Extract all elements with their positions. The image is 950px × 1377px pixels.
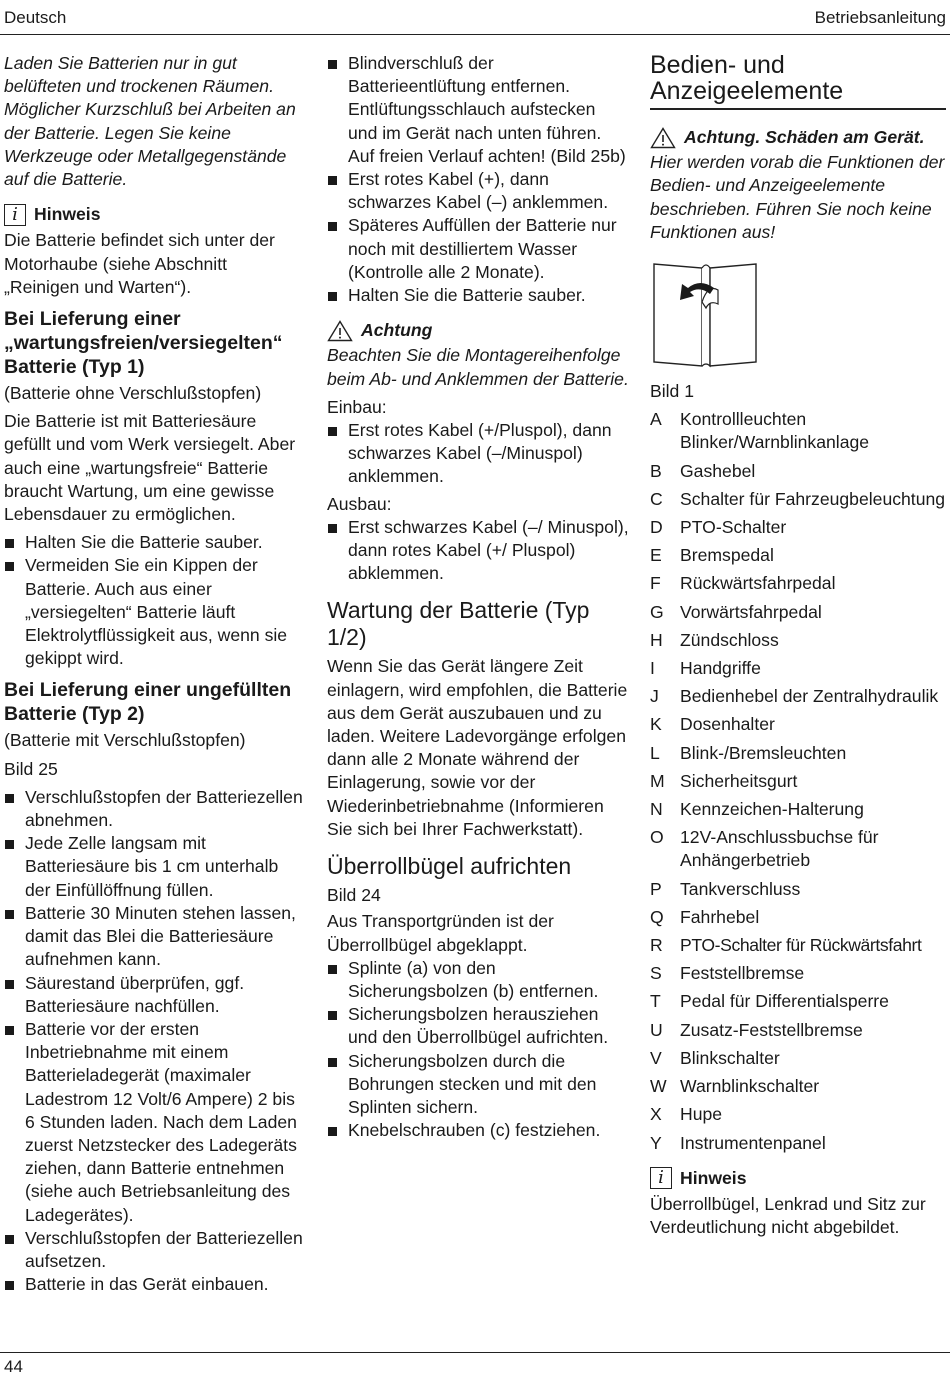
info-icon: i xyxy=(4,204,26,226)
list-item: Halten Sie die Batterie sauber. xyxy=(4,531,304,554)
ueberrollbuegel-heading: Überrollbügel aufrichten xyxy=(327,853,572,880)
list-item: Jede Zelle langsam mit Batteriesäure bis 1 cm unterhalb der Einfüllöffnung füllen. xyxy=(4,832,304,902)
achtung-title: Achtung xyxy=(361,320,433,341)
achtung-damage-notice xyxy=(650,126,946,149)
column-left xyxy=(4,52,304,1300)
legend-item: C Schalter für Fahrzeugbeleuchtung xyxy=(650,488,946,509)
column-right xyxy=(650,52,946,1244)
battery-charging-warning: Laden Sie Batterien nur in gut belüfteten und trockenen Räumen. Möglicher Kurzschluß bei Arbeiten an der Batterie. Legen Sie keine Werkzeuge oder Metallgegenstände auf die Batterie. xyxy=(4,53,296,190)
list-item: Verschlußstopfen der Batteriezellen abnehmen. xyxy=(4,786,304,832)
battery-bullet-list xyxy=(327,52,629,307)
einbau-bullet-list xyxy=(327,419,629,489)
hinweis-text: Überrollbügel, Lenkrad und Sitz zur Verdeutlichung nicht abgebildet. xyxy=(650,1193,926,1238)
list-item: Verschlußstopfen der Batteriezellen aufsetzen. xyxy=(4,1227,304,1273)
legend-item: W Warnblinkschalter xyxy=(650,1076,820,1097)
legend-item: Y Instrumentenpanel xyxy=(650,1132,826,1153)
legend-item: M Sicherheitsgurt xyxy=(650,770,798,791)
typ2-bullet-list xyxy=(4,786,304,1296)
hinweis-title: Hinweis xyxy=(680,1167,747,1188)
typ1-heading: Bei Lieferung einer „wartungsfreien/versiegelten“ Batterie (Typ 1) xyxy=(4,308,283,379)
column-middle xyxy=(327,52,629,1146)
typ1-subtitle: (Batterie ohne Verschlußstopfen) xyxy=(4,383,262,404)
legend-item: U Zusatz-Feststellbremse xyxy=(650,1019,863,1040)
legend-item: B Gashebel xyxy=(650,460,756,481)
legend-item: E Bremspedal xyxy=(650,545,774,566)
legend-item: T Pedal für Differentialsperre xyxy=(650,991,889,1012)
list-item: Batterie vor der ersten Inbetriebnahme mit einem Batterieladegerät (maximaler Ladestrom 12 Volt/6 Ampere) 2 bis 6 Stunden laden. Nach dem Laden zuerst Netzstecker des Ladegeräts ziehen, dann Batterie entnehmen (siehe auch Betriebsanleitung des Ladegerätes). xyxy=(4,1018,304,1227)
header-rule xyxy=(0,34,950,35)
list-item: Batterie 30 Minuten stehen lassen, damit das Blei die Batteriesäure aufnehmen kann. xyxy=(4,902,304,972)
legend-item: L Blink-/Bremsleuchten xyxy=(650,742,847,763)
open-book-page-turn-icon xyxy=(650,258,760,370)
section-heading: Bedien- und Anzeigeelemente xyxy=(650,52,946,110)
ueberrollbuegel-text: Aus Transportgründen ist der Überrollbügel abgeklappt. xyxy=(327,911,554,955)
list-item: Blindverschluß der Batterieentlüftung entfernen. Entlüftungsschlauch aufstecken und im Gerät nach unten führen. Auf freien Verlauf achten! (Bild 25b) xyxy=(327,52,629,168)
legend-item: G Vorwärtsfahrpedal xyxy=(650,601,822,622)
legend-item: I Handgriffe xyxy=(650,658,761,679)
legend-item: Q Fahrhebel xyxy=(650,906,760,927)
figure-label: Bild 1 xyxy=(650,381,695,402)
list-item: Späteres Auffüllen der Batterie nur noch mit destilliertem Wasser (Kontrolle alle 2 Monate). xyxy=(327,214,629,284)
legend-item: F Rückwärtsfahrpedal xyxy=(650,573,836,594)
legend-item: R PTO-Schalter für Rückwärtsfahrt xyxy=(650,935,922,956)
legend-item: A Kontrollleuchten Blinker/Warnblinkanlage xyxy=(650,409,870,453)
warning-triangle-icon xyxy=(650,127,676,149)
legend-item: P Tankverschluss xyxy=(650,878,801,899)
list-item: Erst rotes Kabel (+/Pluspol), dann schwarzes Kabel (–/Minuspol) anklemmen. xyxy=(327,419,629,489)
hinweis-title: Hinweis xyxy=(34,204,101,225)
ueberrollbuegel-figure-ref: Bild 24 xyxy=(327,885,381,906)
legend-item: K Dosenhalter xyxy=(650,714,775,735)
warning-triangle-icon xyxy=(327,320,353,342)
ausbau-bullet-list xyxy=(327,516,629,586)
typ2-heading: Bei Lieferung einer ungefüllten Batterie (Typ 2) xyxy=(4,679,292,726)
list-item: Erst rotes Kabel (+), dann schwarzes Kabel (–) anklemmen. xyxy=(327,168,629,214)
info-icon: i xyxy=(650,1167,672,1189)
list-item: Sicherungsbolzen durch die Bohrungen stecken und mit den Splinten sichern. xyxy=(327,1050,629,1120)
ueberrollbuegel-bullet-list xyxy=(327,957,629,1143)
einbau-label: Einbau: xyxy=(327,396,387,417)
footer-rule xyxy=(0,1352,950,1353)
wartung-heading: Wartung der Batterie (Typ 1/2) xyxy=(327,597,590,651)
legend-item: S Feststellbremse xyxy=(650,963,805,984)
legend-item: N Kennzeichen-Halterung xyxy=(650,799,864,820)
manual-title: Betriebsanleitung xyxy=(814,8,946,27)
legend-item: H Zündschloss xyxy=(650,629,779,650)
list-item: Vermeiden Sie ein Kippen der Batterie. Auch aus einer „versiegelten“ Batterie läuft Elektrolytflüssigkeit aus, wenn sie gekippt wird. xyxy=(4,554,304,670)
achtung-damage-text: Hier werden vorab die Funktionen der Bedien- und Anzeigeelemente beschrieben. Führen Sie noch keine Funktionen aus! xyxy=(650,152,945,242)
typ1-bullet-list xyxy=(4,531,304,670)
list-item: Halten Sie die Batterie sauber. xyxy=(327,284,629,307)
achtung-notice xyxy=(327,319,629,342)
list-item: Splinte (a) von den Sicherungsbolzen (b) entfernen. xyxy=(327,957,629,1003)
legend-item: J Bedienhebel der Zentralhydraulik xyxy=(650,686,939,707)
legend-item: D PTO-Schalter xyxy=(650,517,787,538)
hinweis-notice xyxy=(4,203,304,226)
hinweis-text: Die Batterie befindet sich unter der Motorhaube (siehe Abschnitt „Reinigen und Warten“). xyxy=(4,230,275,297)
list-item: Erst schwarzes Kabel (–/ Minuspol), dann rotes Kabel (+/ Pluspol) abklemmen. xyxy=(327,516,629,586)
page-number: 44 xyxy=(4,1357,23,1376)
achtung-text: Beachten Sie die Montagereihenfolge beim Ab- und Anklemmen der Batterie. xyxy=(327,345,629,389)
language-label: Deutsch xyxy=(4,8,67,27)
typ2-subtitle: (Batterie mit Verschlußstopfen) xyxy=(4,730,246,751)
list-item: Säurestand überprüfen, ggf. Batteriesäure nachfüllen. xyxy=(4,972,304,1018)
list-item: Sicherungsbolzen herausziehen und den Überrollbügel aufrichten. xyxy=(327,1003,629,1049)
achtung-damage-title: Achtung. Schäden am Gerät. xyxy=(684,127,925,147)
hinweis-notice xyxy=(650,1167,946,1190)
list-item: Knebelschrauben (c) festziehen. xyxy=(327,1119,629,1142)
ausbau-label: Ausbau: xyxy=(327,493,392,514)
list-item: Batterie in das Gerät einbauen. xyxy=(4,1273,304,1296)
legend-item: O 12V-Anschlussbuchse für Anhängerbetrieb xyxy=(650,827,879,871)
typ2-figure-ref: Bild 25 xyxy=(4,758,58,779)
typ1-text: Die Batterie ist mit Batteriesäure gefüllt und vom Werk versiegelt. Aber auch eine „wartungsfreie“ Batterie braucht Wartung, um eine gewisse Lebensdauer zu ermöglichen. xyxy=(4,411,296,525)
wartung-text: Wenn Sie das Gerät längere Zeit einlagern, wird empfohlen, die Batterie aus dem Gerät auszubauen und zu laden. Weitere Ladevorgänge erfolgen dann alle 2 Monate während der Einlagerung, sowie vor der Wiederinbetriebnahme (Informieren Sie sich bei Ihrer Fachwerkstatt). xyxy=(327,656,628,839)
legend-item: X Hupe xyxy=(650,1104,723,1125)
legend-item: V Blinkschalter xyxy=(650,1047,780,1068)
legend-list xyxy=(650,408,946,1154)
